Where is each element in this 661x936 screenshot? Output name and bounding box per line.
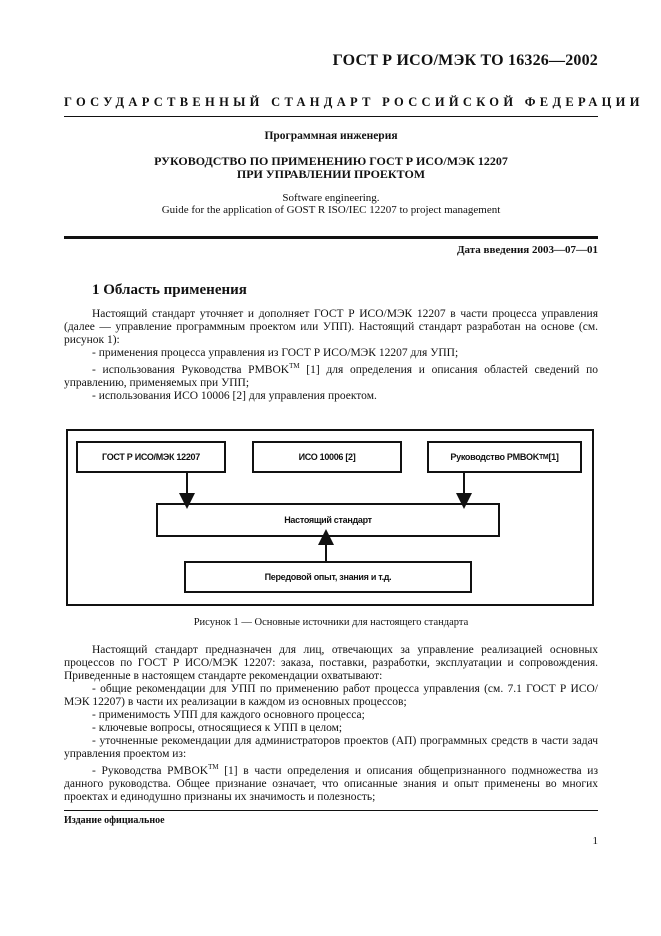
scope-text	[64, 308, 598, 403]
footer-divider	[64, 810, 598, 811]
source-box-gost: ГОСТ Р ИСО/МЭК 12207	[76, 441, 226, 473]
figure-caption: Рисунок 1 — Основные источники для настоящего стандарта	[193, 617, 469, 628]
section-heading: 1 Область применения	[92, 282, 247, 298]
purpose-bullet-2: - применимость УПП для каждого основного процесса;	[92, 709, 365, 721]
source-box-pmbok: Руководство PMBOK TM [1]	[427, 441, 582, 473]
title-line-2: ПРИ УПРАВЛЕНИИ ПРОЕКТОМ	[236, 167, 426, 181]
subject-heading: Программная инженерия	[264, 130, 398, 142]
document-number: ГОСТ Р ИСО/МЭК ТО 16326—2002	[332, 52, 598, 69]
title-divider	[64, 236, 598, 239]
purpose-bullet-1: - общие рекомендации для УПП по применению работ процесса управления (см. 7.1 ГОСТ Р ИСО/МЭК 12207) в части их реализации в каждом из основных процессов;	[64, 683, 598, 708]
scope-bullet-2: - использования Руководства PMBOK™ [1] для определения и описания областей сведений по управлению, применяемых при УПП;	[64, 362, 598, 389]
figure-1-diagram	[66, 429, 594, 606]
purpose-bullet-3: - ключевые вопросы, относящиеся к УПП в целом;	[92, 722, 343, 734]
official-edition-note: Издание официальное	[64, 815, 165, 826]
document-title	[64, 155, 598, 181]
english-line-1: Software engineering.	[282, 192, 380, 204]
state-standard-heading: ГОСУДАРСТВЕННЫЙ СТАНДАРТ РОССИЙСКОЙ ФЕДЕРАЦИИ	[64, 95, 644, 109]
scope-paragraph: Настоящий стандарт уточняет и дополняет ГОСТ Р ИСО/МЭК 12207 в части процесса управления (далее — управление программным проектом или УПП). Настоящий стандарт разработан на основе (см. рисунок 1):	[64, 308, 598, 346]
purpose-bullet-5: - Руководства PMBOK™ [1] в части определения и описания общепризнанного подмножества из данного руководства. Общее признание означает, что описанные знания и опыт применены во многих проектах и единодушно признаны их значимость и полезность;	[64, 763, 598, 803]
purpose-text	[64, 644, 598, 804]
source-box-iso: ИСО 10006 [2]	[252, 441, 402, 473]
this-standard-box: Настоящий стандарт	[156, 503, 500, 537]
experience-box: Передовой опыт, знания и т.д.	[184, 561, 472, 593]
title-line-1: РУКОВОДСТВО ПО ПРИМЕНЕНИЮ ГОСТ Р ИСО/МЭК 12207	[154, 154, 508, 168]
top-divider	[64, 116, 598, 117]
purpose-paragraph: Настоящий стандарт предназначен для лиц, отвечающих за управление реализацией основных процессов по ГОСТ Р ИСО/МЭК 12207: заказа, поставки, разработки, эксплуатации и сопровождения. Приведенные в настоящем стандарте рекомендации охватывают:	[64, 644, 598, 682]
introduction-date: Дата введения 2003—07—01	[456, 244, 598, 256]
english-line-2: Guide for the application of GOST R ISO/IEC 12207 to project management	[161, 204, 501, 216]
scope-bullet-1: - применения процесса управления из ГОСТ Р ИСО/МЭК 12207 для УПП;	[92, 347, 459, 359]
scope-bullet-3: - использования ИСО 10006 [2] для управления проектом.	[92, 389, 377, 402]
purpose-bullet-4: - уточненные рекомендации для администраторов проектов (АП) программных средств в части задач управления проектом из:	[64, 735, 598, 760]
english-title	[64, 192, 598, 216]
page-number: 1	[592, 835, 598, 847]
